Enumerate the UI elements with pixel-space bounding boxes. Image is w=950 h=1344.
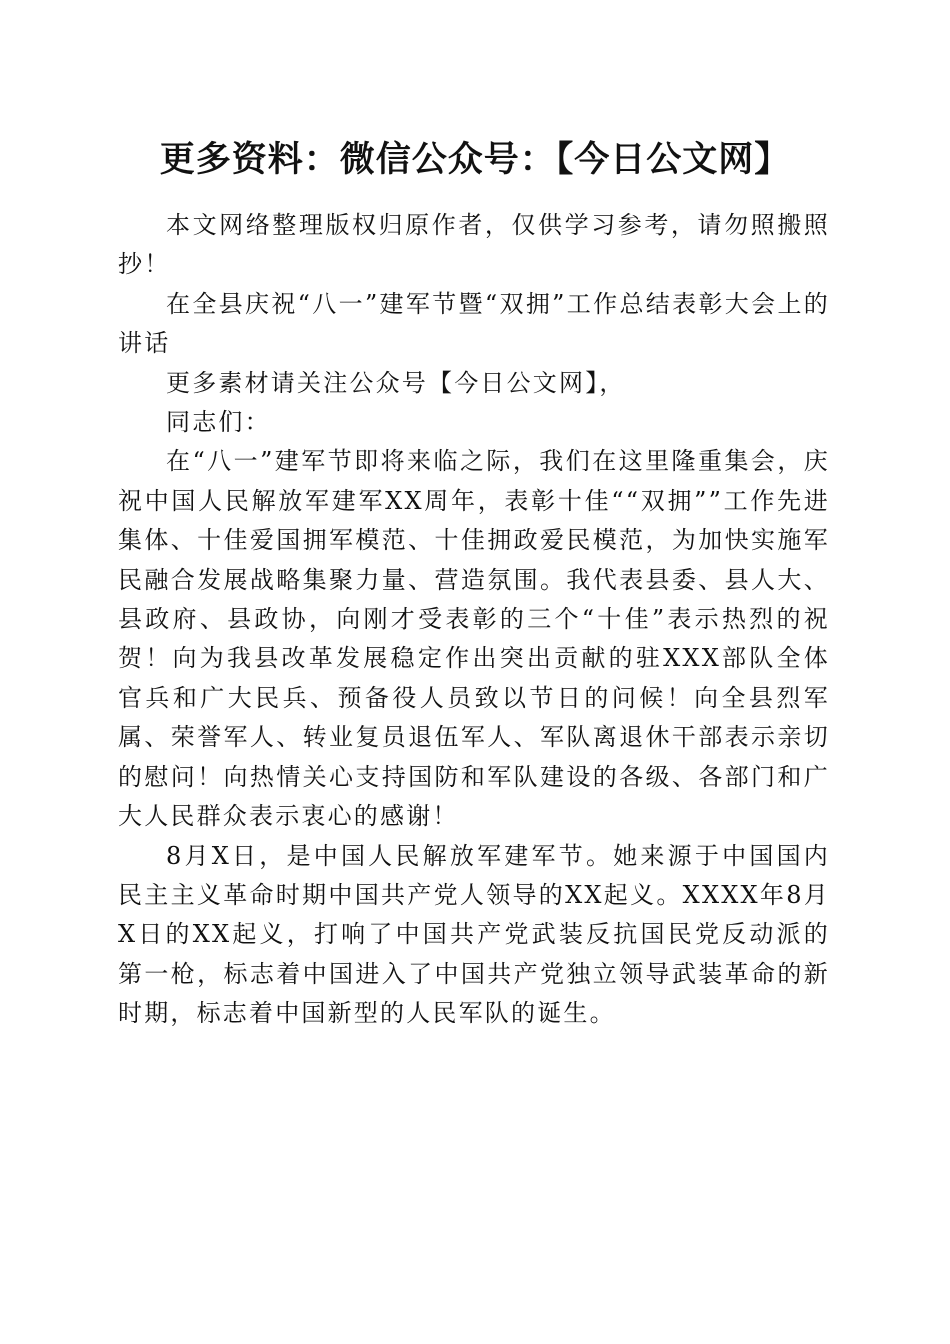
speech-title: 在全县庆祝“八一”建军节暨“双拥”工作总结表彰大会上的讲话 (118, 289, 830, 358)
document-body (118, 206, 830, 1034)
salutation: 同志们： (166, 408, 271, 437)
body-paragraph: 在“八一”建军节即将来临之际，我们在这里隆重集会，庆祝中国人民解放军建军XX周年，表彰十佳““双拥””工作先进集体、十佳爱国拥军模范、十佳拥政爱民模范，为加快实施军民融合发展战略集聚力量、营造氛围。我代表县委、县人大、县政府、县政协，向刚才受表彰的三个“十佳”表示热烈的祝贺！向为我县改革发展稳定作出突出贡献的驻XXX部队全体官兵和广大民兵、预备役人员致以节日的问候！向全县烈军属、荣誉军人、转业复员退伍军人、军队离退休干部表示亲切的慰问！向热情关心支持国防和军队建设的各级、各部门和广大人民群众表示衷心的感谢！ (118, 447, 830, 831)
copyright-notice: 本文网络整理版权归原作者，仅供学习参考，请勿照搬照抄！ (118, 211, 830, 279)
document-title: 更多资料：微信公众号：【今日公文网】 (159, 139, 791, 180)
follow-notice: 更多素材请关注公众号【今日公文网】， (166, 368, 626, 397)
body-paragraph: 8月X日，是中国人民解放军建军节。她来源于中国国内民主主义革命时期中国共产党人领导的XX起义。XXXX年8月X日的XX起义，打响了中国共产党武装反抗国民党反动派的第一枪，标志着中国进入了中国共产党独立领导武装革命的新时期，标志着中国新型的人民军队的诞生。 (118, 841, 830, 1028)
